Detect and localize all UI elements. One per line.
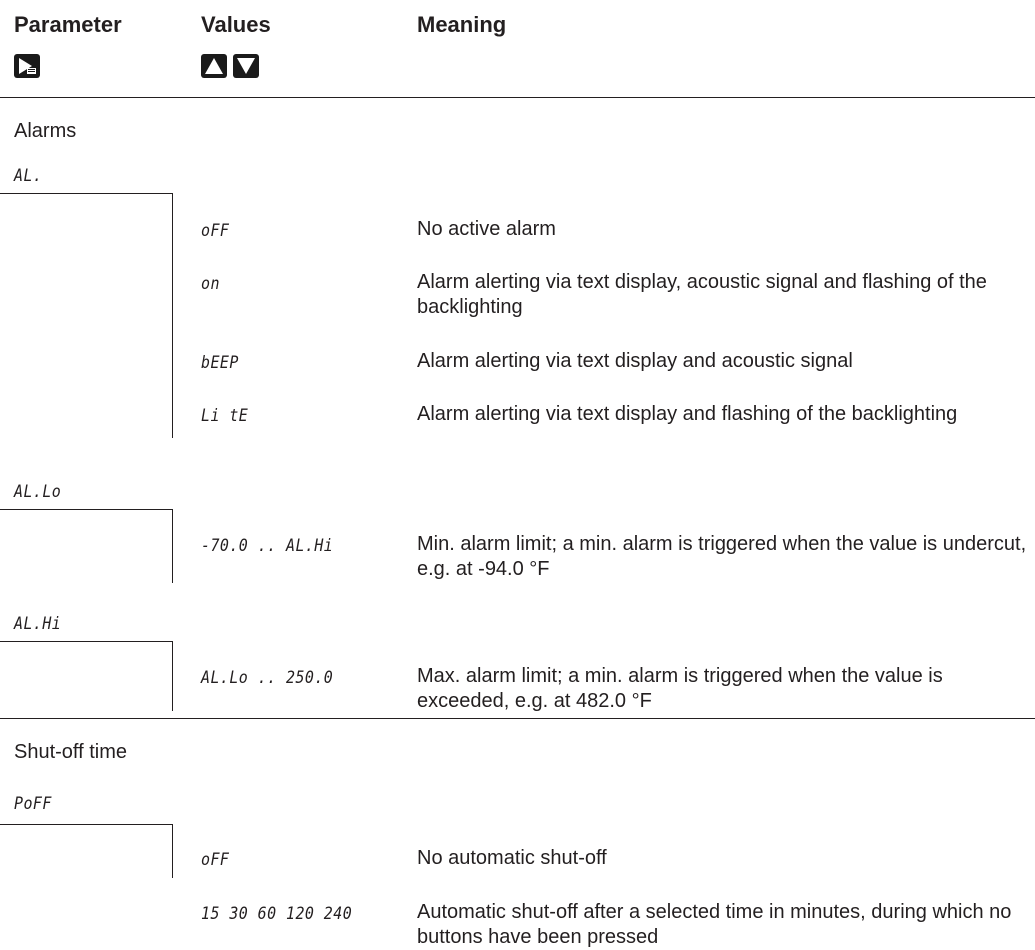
meaning-text: Min. alarm limit; a min. alarm is triggered when the value is undercut, e.g. at -94.0 °F (417, 533, 1027, 580)
column-header-meaning: Meaning (417, 12, 507, 37)
param-column-divider (172, 509, 173, 583)
meaning-text: Alarm alerting via text display and flashing of the backlighting (417, 403, 958, 425)
value-code: -70.0 .. AL.Hi (201, 536, 334, 556)
meaning-text: No active alarm (417, 218, 556, 240)
meaning-text: Max. alarm limit; a min. alarm is triggered when the value is exceeded, e.g. at 482.0 °F (417, 665, 943, 712)
section-divider (0, 718, 1035, 719)
arrow-up-icon (201, 54, 227, 78)
value-code: 15 30 60 120 240 (201, 904, 353, 924)
menu-next-icon (14, 54, 40, 78)
param-column-divider (172, 824, 173, 878)
param-code-poff: PoFF (14, 794, 52, 814)
meaning-text: No automatic shut-off (417, 847, 607, 869)
param-column-divider (172, 193, 173, 438)
param-divider (0, 641, 172, 642)
meaning-text: Alarm alerting via text display and acoustic signal (417, 350, 853, 372)
meaning-text: Automatic shut-off after a selected time in minutes, during which no buttons have been pressed (417, 901, 1012, 948)
param-code-al-lo: AL.Lo (14, 482, 62, 502)
value-code: Li tE (201, 406, 249, 426)
header-divider (0, 97, 1035, 98)
column-header-parameter: Parameter (14, 12, 122, 37)
param-code-al-hi: AL.Hi (14, 614, 62, 634)
column-header-values: Values (201, 12, 271, 37)
param-divider (0, 824, 172, 825)
param-divider (0, 509, 172, 510)
param-column-divider (172, 641, 173, 711)
value-code: bEEP (201, 353, 239, 373)
value-code: oFF (201, 221, 230, 241)
param-code-al: AL. (14, 166, 43, 186)
value-code: on (201, 274, 220, 294)
arrow-down-icon (233, 54, 259, 78)
param-divider (0, 193, 172, 194)
section-title-alarms: Alarms (14, 120, 77, 142)
value-code: AL.Lo .. 250.0 (201, 668, 334, 688)
value-code: oFF (201, 850, 230, 870)
meaning-text: Alarm alerting via text display, acoustic signal and flashing of the backlighting (417, 271, 987, 318)
section-title-shutoff: Shut-off time (14, 741, 128, 763)
